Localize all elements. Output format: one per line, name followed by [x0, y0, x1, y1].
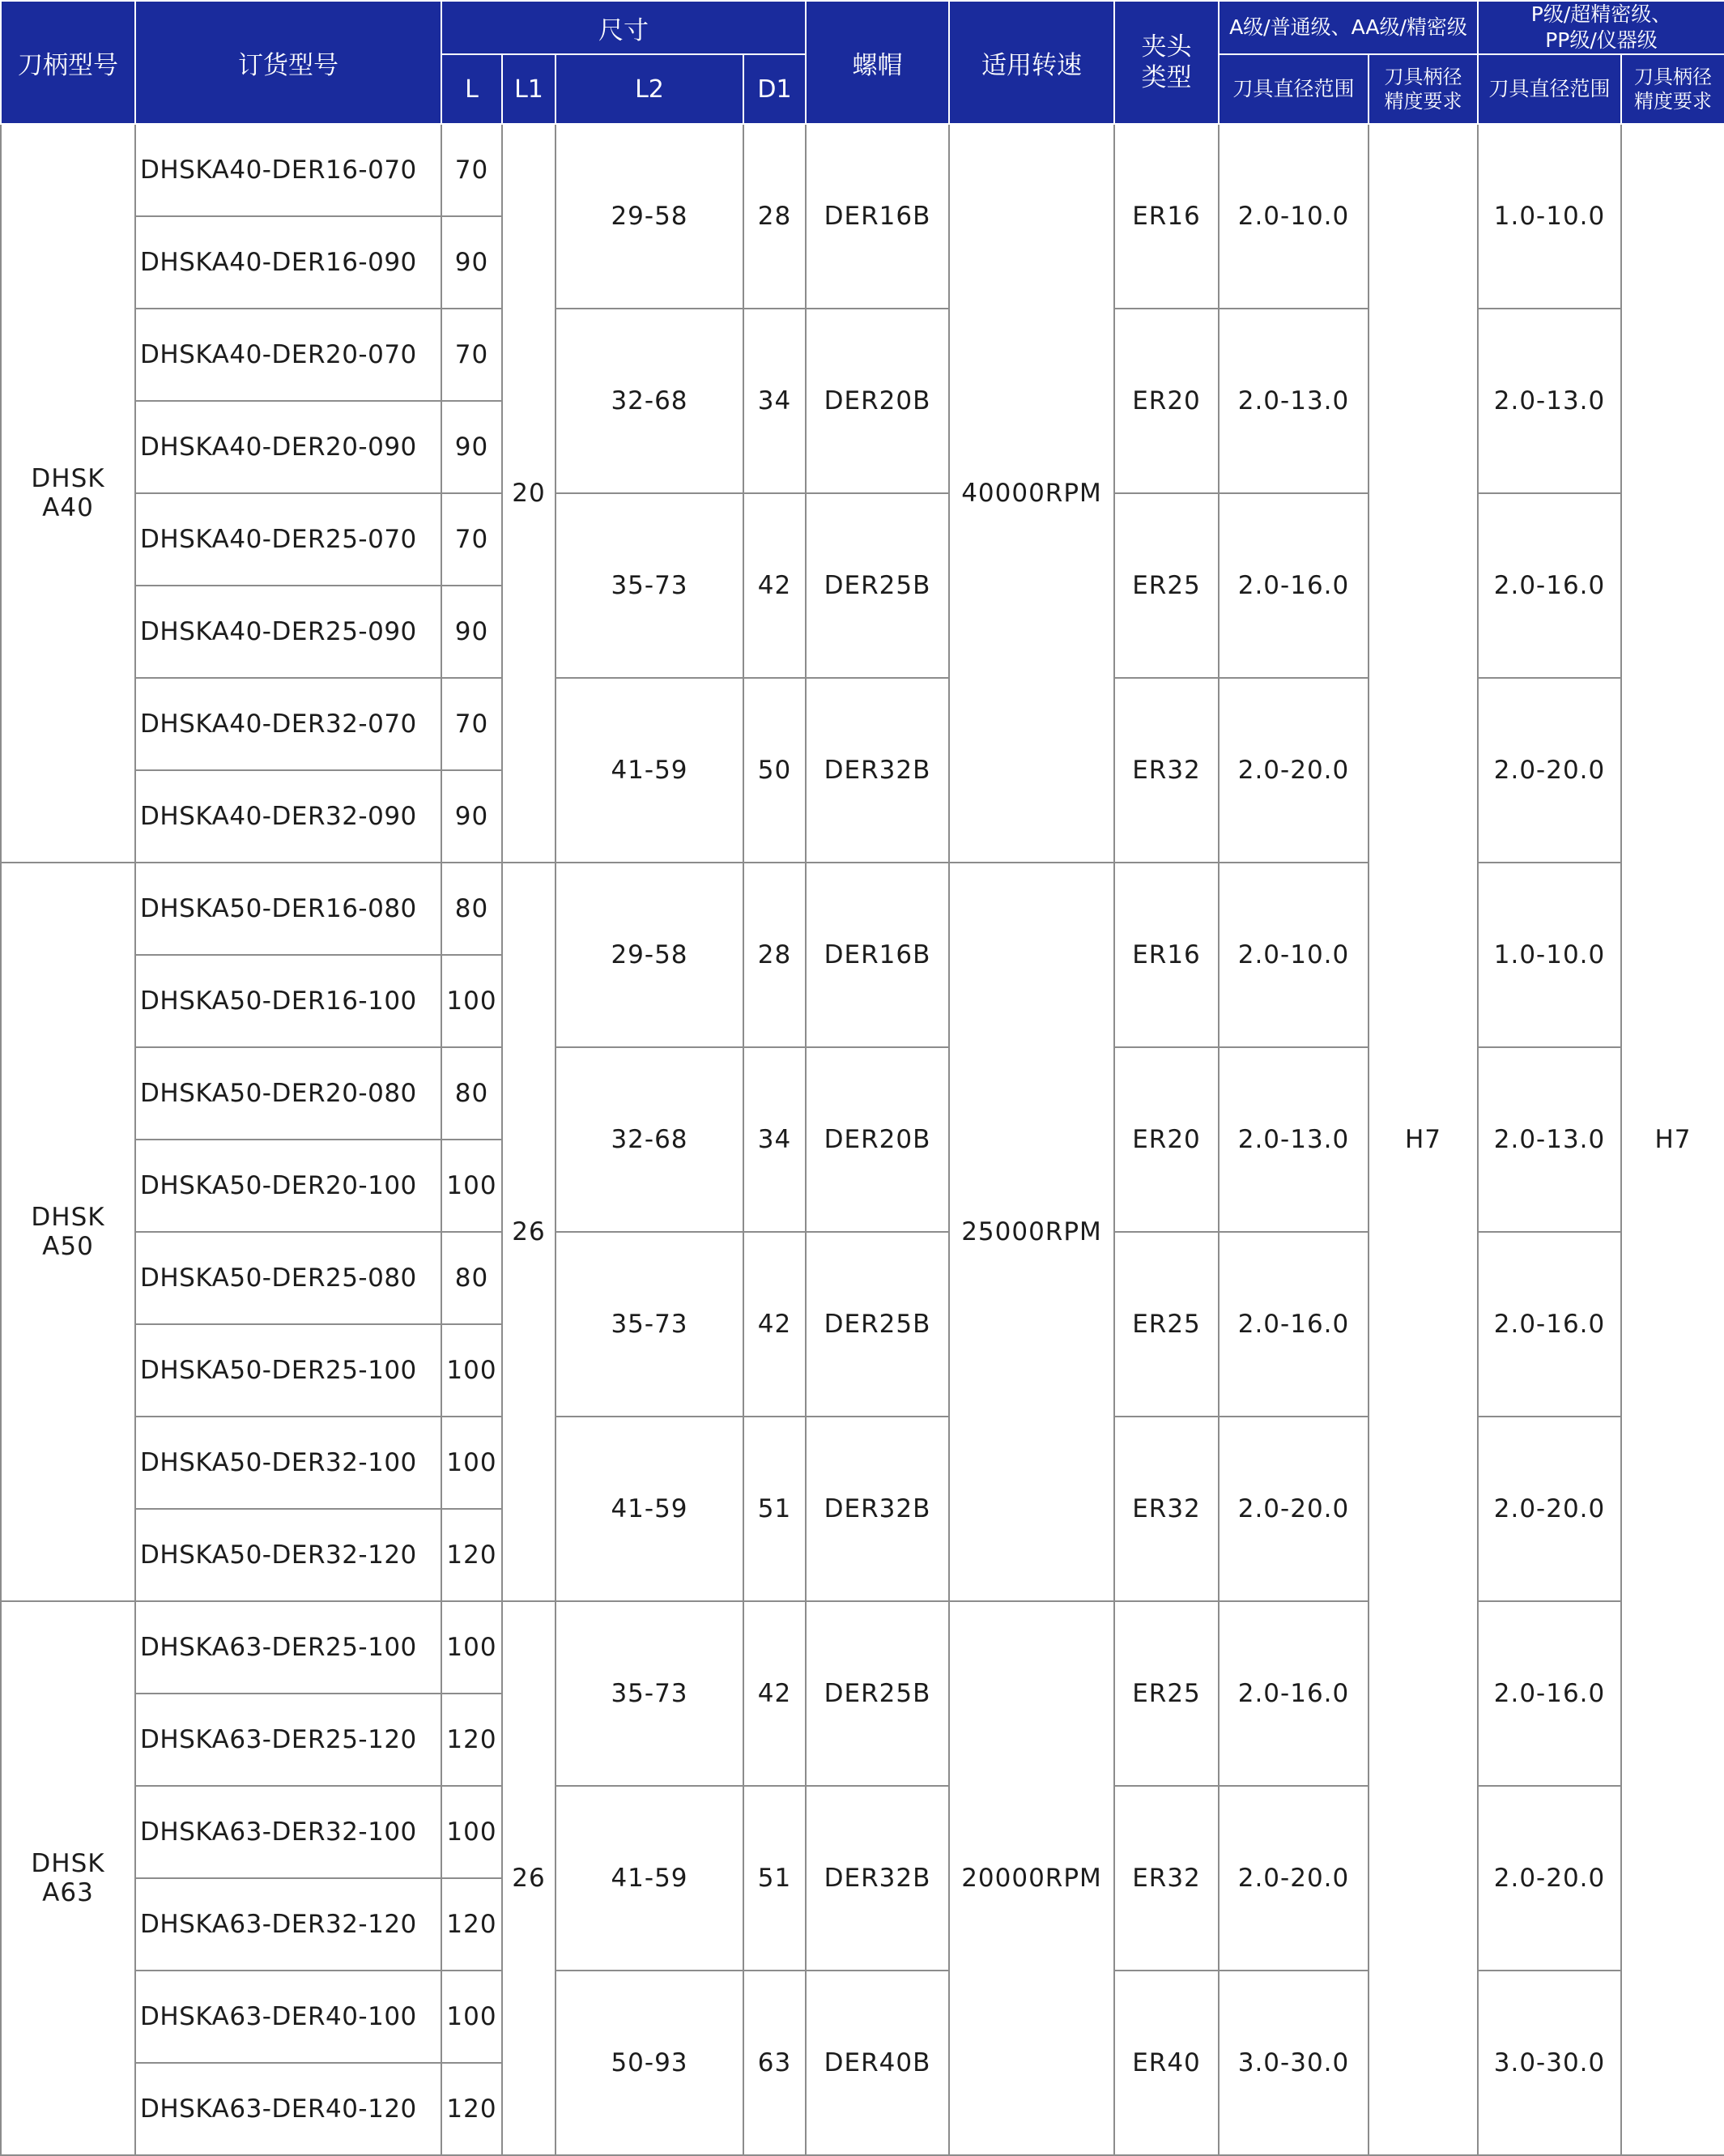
order-model-cell: DHSKA40-DER20-070 [135, 309, 441, 401]
header-nut: 螺帽 [806, 1, 949, 124]
diameter-D1-cell: 42 [743, 493, 806, 678]
table-row [1, 124, 1724, 216]
tool-range-a-cell: 2.0-13.0 [1219, 1047, 1369, 1232]
speed-cell: 25000RPM [949, 863, 1114, 1601]
collet-type-cell: ER20 [1114, 1047, 1219, 1232]
order-model-cell: DHSKA63-DER25-100 [135, 1601, 441, 1694]
header-collet-line2: 类型 [1141, 63, 1192, 92]
diameter-D1-cell: 28 [743, 124, 806, 309]
tool-range-p-cell: 2.0-13.0 [1478, 309, 1621, 493]
nut-cell: DER32B [806, 1786, 949, 1971]
order-model-cell: DHSKA40-DER32-090 [135, 770, 441, 863]
tool-range-a-cell: 2.0-10.0 [1219, 124, 1369, 309]
length-L-cell: 70 [441, 678, 502, 770]
length-L-cell: 120 [441, 1878, 502, 1971]
length-L-cell: 120 [441, 1509, 502, 1601]
tool-range-p-cell: 2.0-16.0 [1478, 493, 1621, 678]
tool-range-a-cell: 2.0-20.0 [1219, 678, 1369, 863]
length-L-cell: 100 [441, 1140, 502, 1232]
header-tool-range-a: 刀具直径范围 [1219, 54, 1369, 124]
length-L2-cell: 29-58 [556, 124, 743, 309]
collet-type-cell: ER25 [1114, 1232, 1219, 1417]
tool-range-p-cell: 3.0-30.0 [1478, 1971, 1621, 2155]
diameter-D1-cell: 50 [743, 678, 806, 863]
length-L2-cell: 32-68 [556, 309, 743, 493]
header-precision-a-line1: 刀具柄径 [1384, 66, 1462, 88]
header-D1: D1 [743, 54, 806, 124]
order-model-cell: DHSKA40-DER20-090 [135, 401, 441, 493]
tool-range-p-cell: 2.0-13.0 [1478, 1047, 1621, 1232]
order-model-cell: DHSKA50-DER25-100 [135, 1324, 441, 1417]
shank-type-line1: DHSK [31, 1203, 105, 1232]
speed-cell: 40000RPM [949, 124, 1114, 863]
order-model-cell: DHSKA50-DER16-080 [135, 863, 441, 955]
precision-p-cell: H7 [1621, 124, 1724, 2155]
order-model-cell: DHSKA50-DER20-100 [135, 1140, 441, 1232]
collet-type-cell: ER32 [1114, 678, 1219, 863]
header-precision-p-line2: 精度要求 [1634, 90, 1713, 113]
header-precision-a-line2: 精度要求 [1384, 90, 1462, 113]
header-collet-line1: 夹头 [1141, 32, 1192, 62]
order-model-cell: DHSKA63-DER40-100 [135, 1971, 441, 2063]
length-L-cell: 70 [441, 493, 502, 586]
order-model-cell: DHSKA63-DER25-120 [135, 1694, 441, 1786]
diameter-D1-cell: 34 [743, 1047, 806, 1232]
length-L-cell: 90 [441, 216, 502, 309]
length-L1-cell: 20 [502, 124, 556, 863]
nut-cell: DER16B [806, 863, 949, 1047]
diameter-D1-cell: 63 [743, 1971, 806, 2155]
length-L2-cell: 35-73 [556, 493, 743, 678]
diameter-D1-cell: 42 [743, 1232, 806, 1417]
shank-type-cell [1, 1601, 135, 2155]
header-order-no: 订货型号 [135, 1, 441, 124]
header-precision-p [1621, 54, 1724, 124]
header-grade-p-line1: P级/超精密级、 [1530, 2, 1672, 26]
length-L-cell: 100 [441, 955, 502, 1047]
nut-cell: DER25B [806, 1601, 949, 1786]
order-model-cell: DHSKA63-DER32-100 [135, 1786, 441, 1878]
header-L2: L2 [556, 54, 743, 124]
table-header [1, 1, 1724, 124]
collet-type-cell: ER32 [1114, 1417, 1219, 1601]
collet-type-cell: ER16 [1114, 863, 1219, 1047]
tool-range-a-cell: 2.0-13.0 [1219, 309, 1369, 493]
collet-type-cell: ER40 [1114, 1971, 1219, 2155]
nut-cell: DER20B [806, 309, 949, 493]
tool-range-a-cell: 2.0-16.0 [1219, 493, 1369, 678]
length-L-cell: 100 [441, 1324, 502, 1417]
diameter-D1-cell: 42 [743, 1601, 806, 1786]
order-model-cell: DHSKA40-DER16-090 [135, 216, 441, 309]
order-model-cell: DHSKA63-DER40-120 [135, 2063, 441, 2155]
header-speed: 适用转速 [949, 1, 1114, 124]
length-L-cell: 100 [441, 1601, 502, 1694]
order-model-cell: DHSKA50-DER32-120 [135, 1509, 441, 1601]
collet-type-cell: ER25 [1114, 493, 1219, 678]
shank-type-line2: A63 [42, 1878, 94, 1907]
order-model-cell: DHSKA50-DER32-100 [135, 1417, 441, 1509]
collet-type-cell: ER16 [1114, 124, 1219, 309]
nut-cell: DER16B [806, 124, 949, 309]
diameter-D1-cell: 51 [743, 1417, 806, 1601]
header-grade-p [1478, 1, 1724, 54]
order-model-cell: DHSKA40-DER16-070 [135, 124, 441, 216]
nut-cell: DER25B [806, 493, 949, 678]
order-model-cell: DHSKA50-DER20-080 [135, 1047, 441, 1140]
header-precision-p-line1: 刀具柄径 [1634, 66, 1713, 88]
tool-range-p-cell: 2.0-20.0 [1478, 678, 1621, 863]
length-L-cell: 120 [441, 1694, 502, 1786]
length-L-cell: 120 [441, 2063, 502, 2155]
length-L1-cell: 26 [502, 863, 556, 1601]
tool-range-a-cell: 2.0-16.0 [1219, 1601, 1369, 1786]
length-L2-cell: 29-58 [556, 863, 743, 1047]
length-L-cell: 100 [441, 1786, 502, 1878]
diameter-D1-cell: 28 [743, 863, 806, 1047]
length-L-cell: 100 [441, 1417, 502, 1509]
header-dimensions: 尺寸 [441, 1, 806, 54]
tool-range-a-cell: 3.0-30.0 [1219, 1971, 1369, 2155]
table-body [1, 124, 1724, 2155]
tool-range-p-cell: 1.0-10.0 [1478, 863, 1621, 1047]
nut-cell: DER25B [806, 1232, 949, 1417]
length-L2-cell: 35-73 [556, 1232, 743, 1417]
tool-range-a-cell: 2.0-16.0 [1219, 1232, 1369, 1417]
order-model-cell: DHSKA40-DER32-070 [135, 678, 441, 770]
length-L2-cell: 41-59 [556, 678, 743, 863]
header-shank-type: 刀柄型号 [1, 1, 135, 124]
length-L-cell: 100 [441, 1971, 502, 2063]
diameter-D1-cell: 34 [743, 309, 806, 493]
length-L-cell: 90 [441, 586, 502, 678]
shank-type-cell [1, 124, 135, 863]
header-grade-p-line2: PP级/仪器级 [1545, 28, 1658, 52]
tool-range-p-cell: 2.0-16.0 [1478, 1232, 1621, 1417]
length-L2-cell: 41-59 [556, 1417, 743, 1601]
header-L1: L1 [502, 54, 556, 124]
length-L2-cell: 50-93 [556, 1971, 743, 2155]
shank-type-line2: A50 [42, 1232, 94, 1261]
collet-type-cell: ER25 [1114, 1601, 1219, 1786]
nut-cell: DER32B [806, 678, 949, 863]
header-tool-range-p: 刀具直径范围 [1478, 54, 1621, 124]
length-L-cell: 70 [441, 124, 502, 216]
shank-type-line1: DHSK [31, 464, 105, 493]
length-L2-cell: 41-59 [556, 1786, 743, 1971]
shank-type-line1: DHSK [31, 1849, 105, 1878]
tool-range-p-cell: 2.0-20.0 [1478, 1417, 1621, 1601]
tool-range-a-cell: 2.0-20.0 [1219, 1786, 1369, 1971]
tool-range-a-cell: 2.0-10.0 [1219, 863, 1369, 1047]
speed-cell: 20000RPM [949, 1601, 1114, 2155]
order-model-cell: DHSKA40-DER25-090 [135, 586, 441, 678]
length-L-cell: 90 [441, 401, 502, 493]
tool-range-p-cell: 1.0-10.0 [1478, 124, 1621, 309]
shank-type-line2: A40 [42, 493, 94, 522]
tool-range-p-cell: 2.0-20.0 [1478, 1786, 1621, 1971]
header-collet-type [1114, 1, 1219, 124]
order-model-cell: DHSKA50-DER16-100 [135, 955, 441, 1047]
nut-cell: DER20B [806, 1047, 949, 1232]
order-model-cell: DHSKA63-DER32-120 [135, 1878, 441, 1971]
diameter-D1-cell: 51 [743, 1786, 806, 1971]
collet-type-cell: ER20 [1114, 309, 1219, 493]
length-L2-cell: 32-68 [556, 1047, 743, 1232]
length-L-cell: 80 [441, 1232, 502, 1324]
length-L-cell: 80 [441, 863, 502, 955]
header-grade-a: A级/普通级、AA级/精密级 [1219, 1, 1478, 54]
nut-cell: DER40B [806, 1971, 949, 2155]
length-L-cell: 80 [441, 1047, 502, 1140]
length-L2-cell: 35-73 [556, 1601, 743, 1786]
precision-a-cell: H7 [1369, 124, 1478, 2155]
tool-range-a-cell: 2.0-20.0 [1219, 1417, 1369, 1601]
length-L-cell: 90 [441, 770, 502, 863]
shank-type-cell [1, 863, 135, 1601]
header-precision-a [1369, 54, 1478, 124]
collet-type-cell: ER32 [1114, 1786, 1219, 1971]
length-L-cell: 70 [441, 309, 502, 401]
order-model-cell: DHSKA40-DER25-070 [135, 493, 441, 586]
order-model-cell: DHSKA50-DER25-080 [135, 1232, 441, 1324]
header-L: L [441, 54, 502, 124]
tool-range-p-cell: 2.0-16.0 [1478, 1601, 1621, 1786]
length-L1-cell: 26 [502, 1601, 556, 2155]
nut-cell: DER32B [806, 1417, 949, 1601]
